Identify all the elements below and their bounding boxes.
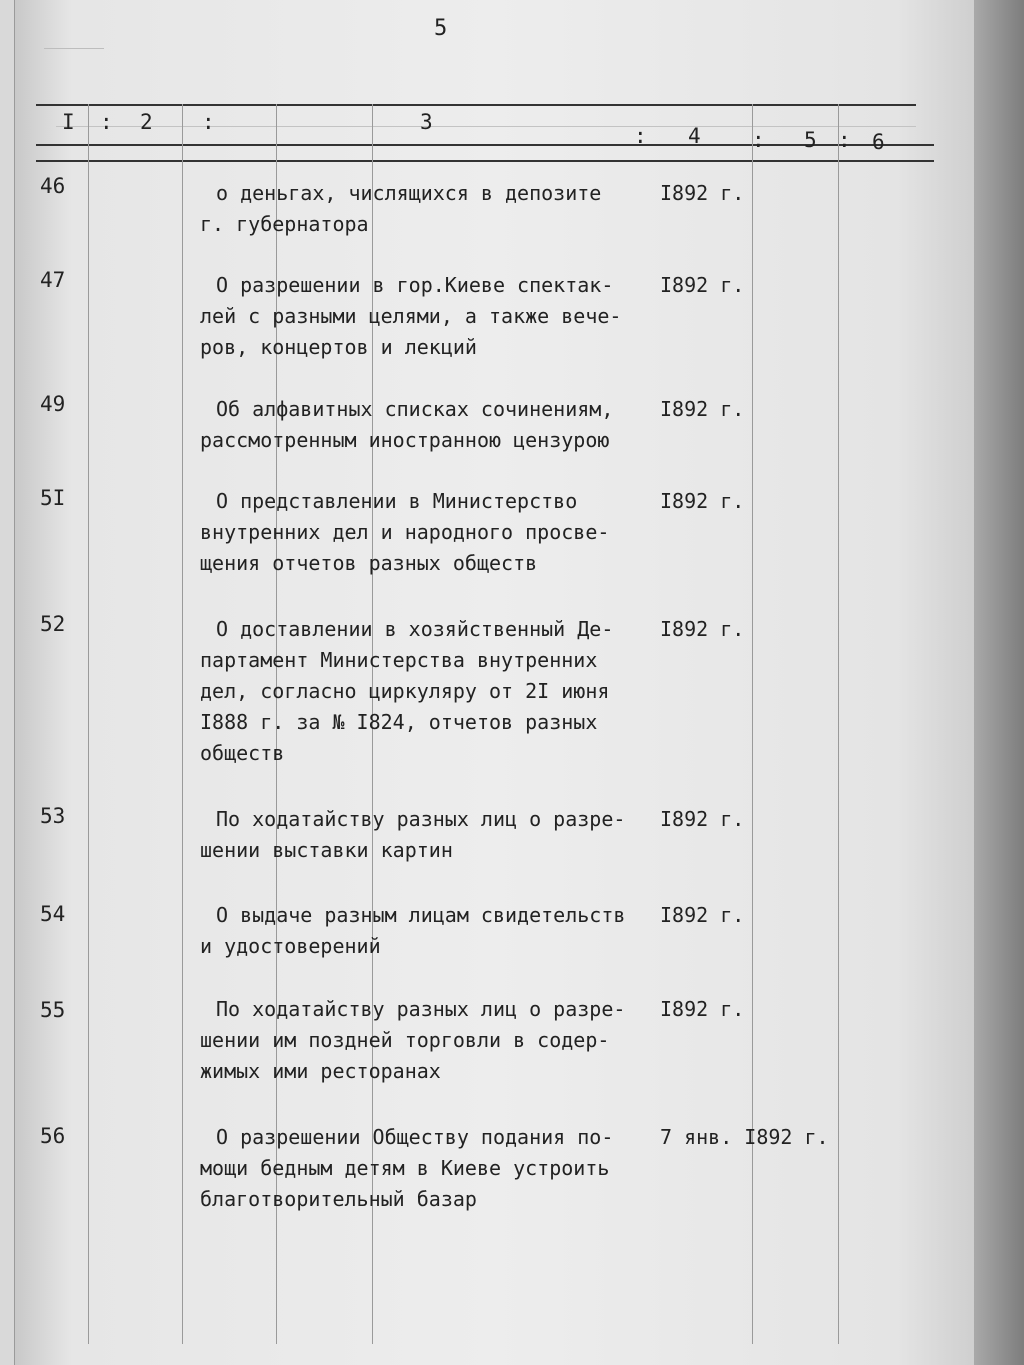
row-title: Об алфавитных списках сочинениям, рассмотренным иностранною цензурою <box>200 397 614 452</box>
row-date: I892 г. <box>660 903 745 927</box>
row-title: О разрешении в гор.Киеве спектак- лей с разными целями, а также вече- ров, концертов и лекций <box>200 273 622 359</box>
row-title: о деньгах, числящихся в депозите г. губернатора <box>200 181 602 236</box>
header-col-4: 4 <box>688 124 701 148</box>
row-number: 5I <box>40 486 66 510</box>
row-date: I892 г. <box>660 617 745 641</box>
column-rule-6 <box>838 104 839 1344</box>
header-col-5: 5 <box>804 128 817 152</box>
column-rule-5 <box>752 104 753 1344</box>
header-rule-upper <box>36 144 934 146</box>
row-number: 49 <box>40 392 66 416</box>
row-date: 7 янв. I892 г. <box>660 1125 829 1149</box>
column-rule-2 <box>182 104 183 1344</box>
row-title: О представлении в Министерство внутренних дел и народного просве- щения отчетов разных обществ <box>200 489 610 575</box>
row-title: О выдаче разным лицам свидетельств и удостоверений <box>200 903 626 958</box>
header-col-6: 6 <box>872 130 885 154</box>
page-shadow <box>974 0 1024 1365</box>
row-date: I892 г. <box>660 273 745 297</box>
row-number: 52 <box>40 612 66 636</box>
header-col-1: I <box>62 110 75 134</box>
header-sep-1: : <box>100 110 113 134</box>
column-rule-1 <box>88 104 89 1344</box>
row-date: I892 г. <box>660 807 745 831</box>
row-title: О разрешении Обществу подания по- мощи бедным детям в Киеве устроить благотворительный базар <box>200 1125 614 1211</box>
header-col-2: 2 <box>140 110 153 134</box>
row-title: По ходатайству разных лиц о разре- шении им поздней торговли в содер- жимых ими ресторанах <box>200 997 626 1083</box>
row-date: I892 г. <box>660 489 745 513</box>
row-date: I892 г. <box>660 997 745 1021</box>
row-title: О доставлении в хозяйственный Де- партамент Министерства внутренних дел, согласно циркуляру от 2I июня I888 г. за № I824, отчетов разных обществ <box>200 617 614 765</box>
row-number: 54 <box>40 902 66 926</box>
header-sep-5: : <box>838 128 851 152</box>
header-rule-lower <box>36 160 934 162</box>
header-sep-2: : <box>202 110 215 134</box>
table-top-rule <box>36 104 916 106</box>
document-page <box>14 0 974 1365</box>
row-title: По ходатайству разных лиц о разре- шении выставки картин <box>200 807 626 862</box>
row-number: 55 <box>40 998 66 1022</box>
row-number: 53 <box>40 804 66 828</box>
row-number: 46 <box>40 174 66 198</box>
header-col-3: 3 <box>420 110 433 134</box>
page-number: 5 <box>434 16 448 41</box>
row-date: I892 г. <box>660 397 745 421</box>
header-sep-3: : <box>634 124 647 148</box>
header-sep-4: : <box>752 128 765 152</box>
row-number: 47 <box>40 268 66 292</box>
row-number: 56 <box>40 1124 66 1148</box>
adjacent-sheet-edge <box>0 0 15 1365</box>
row-date: I892 г. <box>660 181 745 205</box>
